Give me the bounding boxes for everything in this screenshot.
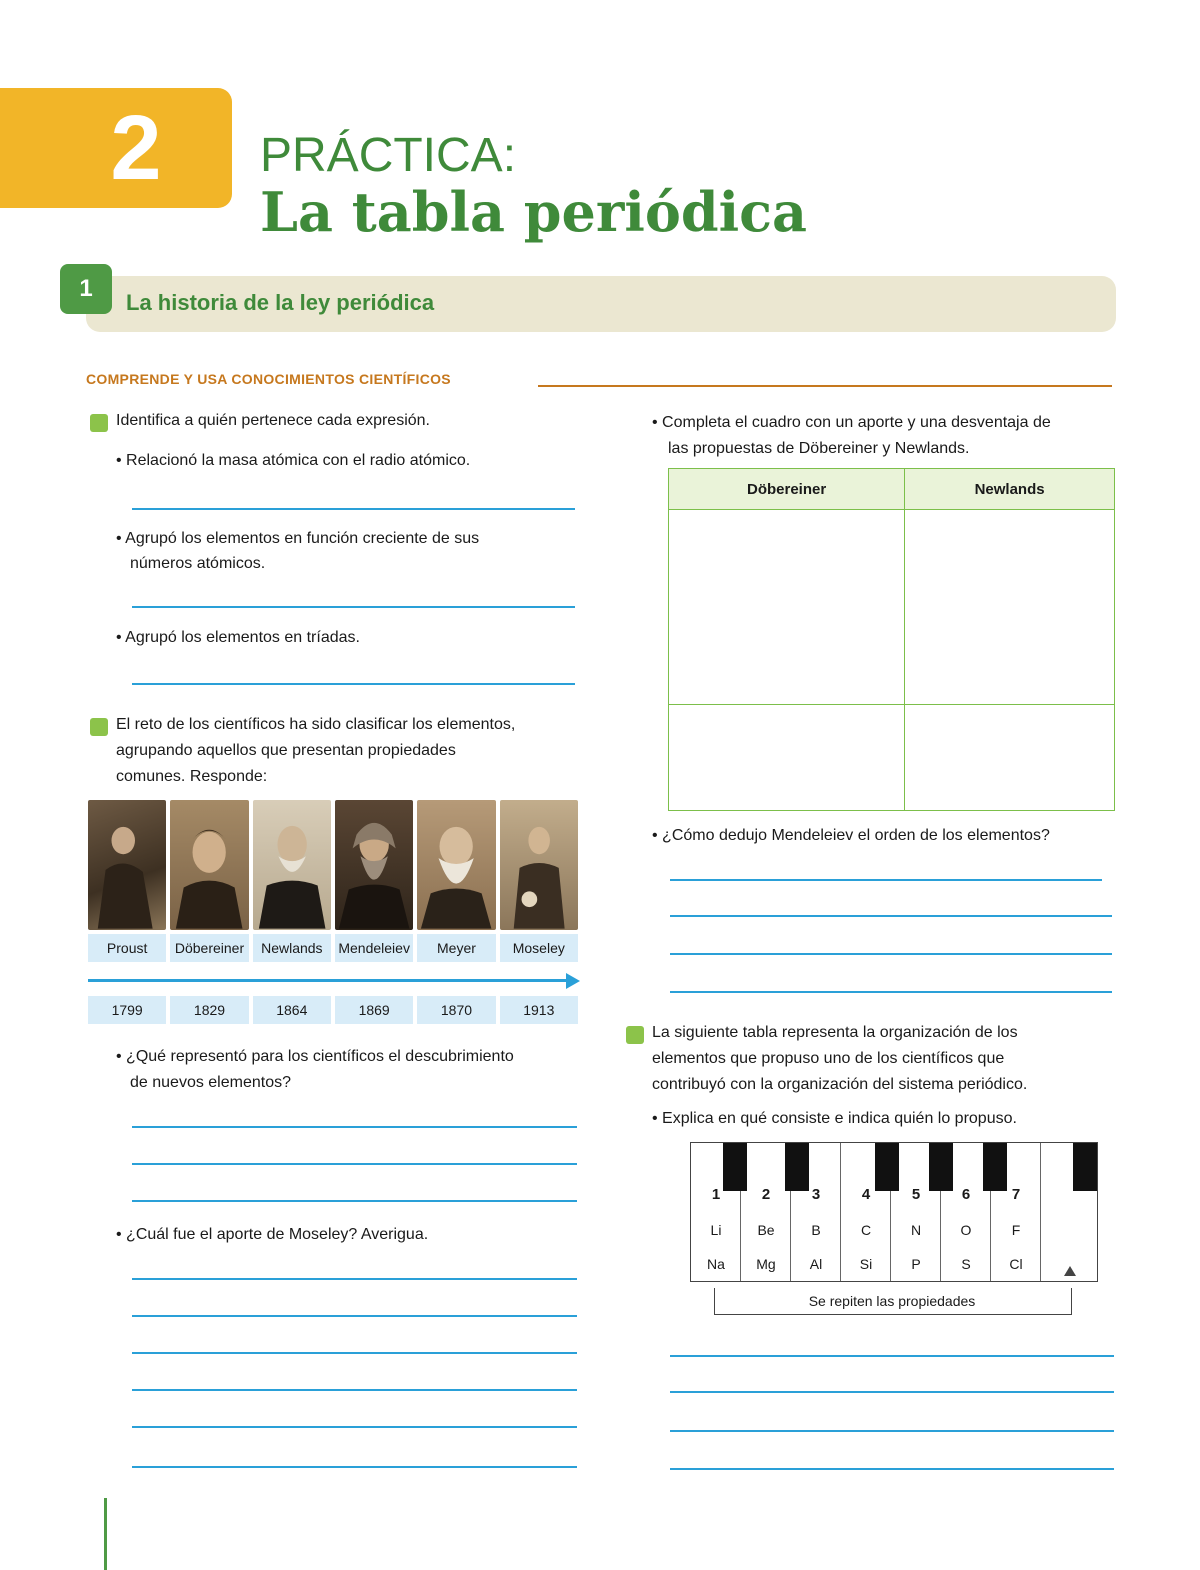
q3-sub: • Explica en qué consiste e indica quién lo propuso. — [652, 1110, 1017, 1127]
key-element: P — [911, 1256, 921, 1272]
key-element: S — [961, 1256, 971, 1272]
question-marker-2 — [90, 718, 108, 736]
answer-line[interactable] — [132, 683, 575, 685]
q3-prompt-line-1: La siguiente tabla representa la organización de los — [652, 1024, 1018, 1041]
portrait-mendeleiev — [335, 800, 413, 930]
table-header-newlands: Newlands — [905, 469, 1115, 510]
q2-prompt-line-2: agrupando aquellos que presentan propiedades — [116, 742, 456, 759]
table-intro-line-2: las propuestas de Döbereiner y Newlands. — [668, 440, 970, 457]
answer-line[interactable] — [132, 606, 575, 608]
answer-line[interactable] — [670, 991, 1112, 993]
key-number: 2 — [761, 1186, 771, 1203]
answer-line[interactable] — [132, 1466, 577, 1468]
scientist-name: Döbereiner — [170, 934, 248, 962]
skill-heading: COMPRENDE Y USA CONOCIMIENTOS CIENTÍFICOS — [86, 371, 451, 387]
portrait-moseley — [500, 800, 578, 930]
q2-prompt-line-3: comunes. Responde: — [116, 768, 268, 785]
page-side-bar — [104, 1498, 107, 1570]
q2-sub1-line-2: de nuevos elementos? — [130, 1074, 291, 1091]
table-cell-input[interactable] — [905, 705, 1115, 811]
timeline-year: 1869 — [335, 996, 413, 1024]
q1-item-1: • Relacionó la masa atómica con el radio atómico. — [116, 452, 471, 469]
table-header-dobereiner: Döbereiner — [669, 469, 905, 510]
section-title: La historia de la ley periódica — [126, 290, 435, 315]
practice-kicker: PRÁCTICA: — [260, 129, 517, 182]
timeline-year: 1799 — [88, 996, 166, 1024]
q2-sub2: • ¿Cuál fue el aporte de Moseley? Averigua. — [116, 1226, 429, 1243]
answer-line[interactable] — [132, 1352, 577, 1354]
scientist-name: Mendeleiev — [335, 934, 413, 962]
answer-line[interactable] — [670, 879, 1102, 881]
answer-line[interactable] — [132, 1200, 577, 1202]
scientist-name: Newlands — [253, 934, 331, 962]
answer-line[interactable] — [132, 1389, 577, 1391]
piano-black-key — [785, 1143, 809, 1191]
q2-sub1-line-1: • ¿Qué representó para los científicos el descubrimiento — [116, 1048, 514, 1065]
q1-prompt: Identifica a quién pertenece cada expresión. — [116, 412, 430, 429]
answer-line[interactable] — [132, 1426, 577, 1428]
octave-piano-diagram — [690, 1142, 1098, 1282]
timeline-arrow-head — [566, 973, 580, 989]
q1-item-2: • Agrupó los elementos en función creciente de sus — [116, 530, 480, 547]
answer-line[interactable] — [670, 915, 1112, 917]
section-number: 1 — [60, 264, 112, 314]
scientist-name: Moseley — [500, 934, 578, 962]
key-element: Li — [710, 1222, 722, 1238]
timeline-years — [88, 996, 578, 1024]
key-number: 1 — [711, 1186, 721, 1203]
scientist-names — [88, 934, 578, 962]
portrait-meyer — [417, 800, 495, 930]
key-element: N — [910, 1222, 922, 1238]
key-number: 7 — [1011, 1186, 1021, 1203]
q1-item-2-cont: números atómicos. — [130, 555, 266, 572]
comparison-table — [668, 468, 1115, 811]
mendeleiev-question: • ¿Cómo dedujo Mendeleiev el orden de los elementos? — [652, 827, 1050, 844]
key-number: 4 — [861, 1186, 871, 1203]
answer-line[interactable] — [132, 1126, 577, 1128]
key-element: F — [1011, 1222, 1021, 1238]
timeline-year: 1913 — [500, 996, 578, 1024]
scientist-name: Proust — [88, 934, 166, 962]
page-title: La tabla periódica — [260, 180, 807, 244]
answer-line[interactable] — [670, 1430, 1114, 1432]
portrait-newlands — [253, 800, 331, 930]
piano-black-key — [1073, 1143, 1097, 1191]
piano-black-key — [875, 1143, 899, 1191]
portrait-dobereiner — [170, 800, 248, 930]
q3-prompt-line-2: elementos que propuso uno de los científicos que — [652, 1050, 1005, 1067]
answer-line[interactable] — [132, 1278, 577, 1280]
q2-prompt-line-1: El reto de los científicos ha sido clasificar los elementos, — [116, 716, 516, 733]
key-number: 6 — [961, 1186, 971, 1203]
bracket-label: Se repiten las propiedades — [808, 1293, 976, 1309]
table-intro-line-1: • Completa el cuadro con un aporte y una desventaja de — [652, 414, 1051, 431]
piano-black-key — [723, 1143, 747, 1191]
portrait-proust — [88, 800, 166, 930]
answer-line[interactable] — [670, 1468, 1114, 1470]
timeline-year: 1829 — [170, 996, 248, 1024]
piano-black-key — [929, 1143, 953, 1191]
timeline-year: 1864 — [253, 996, 331, 1024]
answer-line[interactable] — [670, 1355, 1114, 1357]
key-element: Na — [707, 1256, 725, 1272]
piano-black-key — [983, 1143, 1007, 1191]
answer-line[interactable] — [670, 1391, 1114, 1393]
timeline-year: 1870 — [417, 996, 495, 1024]
table-cell-input[interactable] — [905, 510, 1115, 705]
answer-line[interactable] — [132, 508, 575, 510]
table-cell-input[interactable] — [669, 705, 905, 811]
q1-item-3: • Agrupó los elementos en tríadas. — [116, 629, 360, 646]
key-number: 3 — [811, 1186, 821, 1203]
answer-line[interactable] — [132, 1315, 577, 1317]
question-marker-3 — [626, 1026, 644, 1044]
table-cell-input[interactable] — [669, 510, 905, 705]
timeline-arrow — [88, 979, 568, 982]
question-marker-1 — [90, 414, 108, 432]
key-element: Mg — [756, 1256, 776, 1272]
skill-rule — [538, 385, 1112, 387]
answer-line[interactable] — [670, 953, 1112, 955]
scientist-name: Meyer — [417, 934, 495, 962]
scientist-portraits — [88, 800, 578, 930]
key-element: O — [960, 1222, 972, 1238]
q3-prompt-line-3: contribuyó con la organización del sistema periódico. — [652, 1076, 1028, 1093]
key-element: Be — [757, 1222, 775, 1238]
key-element: Cl — [1009, 1256, 1023, 1272]
practice-number-tab: 2 — [0, 88, 232, 208]
bracket-arrow-icon — [1064, 1266, 1076, 1276]
key-element: B — [811, 1222, 821, 1238]
key-element: Si — [859, 1256, 873, 1272]
key-number: 5 — [911, 1186, 921, 1203]
key-element: Al — [809, 1256, 823, 1272]
answer-line[interactable] — [132, 1163, 577, 1165]
key-element: C — [860, 1222, 872, 1238]
